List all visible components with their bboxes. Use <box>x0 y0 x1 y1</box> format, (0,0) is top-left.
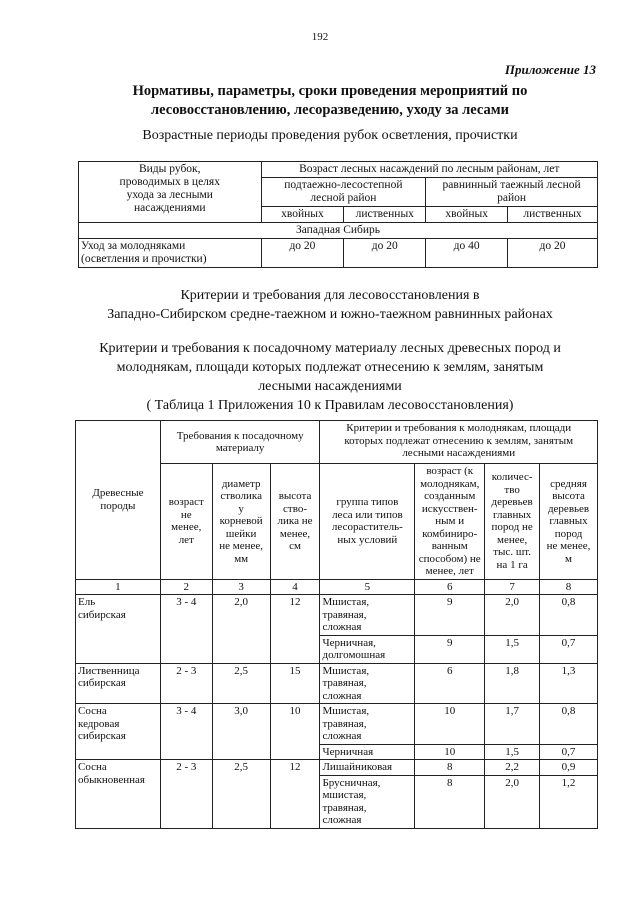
table-body <box>76 595 598 829</box>
header-tree-count <box>485 464 540 580</box>
header-deciduous: лиственных <box>508 207 598 223</box>
forest-type-group <box>320 635 415 663</box>
header-species <box>76 421 161 580</box>
average-height: 0,8 <box>540 704 598 745</box>
cell-line: сложная <box>322 689 362 702</box>
young-stand-age: 10 <box>415 704 485 745</box>
table-row <box>76 663 598 704</box>
tree-count: 2,0 <box>485 595 540 636</box>
seedling-age: 2 - 3 <box>160 760 212 829</box>
table-row <box>76 595 598 636</box>
forest-type-group <box>320 704 415 745</box>
header-forest-type-group <box>320 464 415 580</box>
header-line: молоднякам, <box>420 477 480 490</box>
header-line: группа типов <box>336 496 399 509</box>
header-line: деревьев <box>547 502 590 515</box>
cell-line: обыкновенная <box>78 773 145 786</box>
column-number: 2 <box>160 579 212 595</box>
header-line: возраст <box>168 496 204 509</box>
header-line: не <box>180 508 192 521</box>
appendix-label: Приложение 13 <box>504 62 596 77</box>
average-height: 1,3 <box>540 663 598 704</box>
header-line: ство- <box>283 502 308 515</box>
header-average-height <box>540 464 598 580</box>
header-line: подтаежно-лесостепной <box>284 179 403 191</box>
young-stand-age: 8 <box>415 760 485 776</box>
cell-line: Лишайниковая <box>322 761 393 773</box>
heading-line: Критерии и требования к посадочному материалу лесных древесных пород и <box>99 341 561 356</box>
cell-value: до 20 <box>508 239 598 268</box>
header-line: не менее, <box>546 540 591 552</box>
header-line: ных условий <box>337 533 398 546</box>
header-line: лесными насаждениями <box>402 447 516 459</box>
column-number: 5 <box>320 579 415 595</box>
header-line: Виды рубок, <box>138 163 201 175</box>
header-line: на 1 га <box>496 558 528 571</box>
header-line: породы <box>100 499 136 512</box>
column-number: 4 <box>270 579 320 595</box>
seedling-age: 3 - 4 <box>160 595 212 664</box>
header-line: лет <box>178 533 194 546</box>
header-line: которых подлежат отнесению к землям, занятым <box>344 434 574 447</box>
heading-line: лесными насаждениями <box>258 379 402 394</box>
root-collar-diameter: 2,0 <box>212 595 270 664</box>
table-header <box>76 421 598 595</box>
header-line: проводимых в целях <box>119 176 220 188</box>
section-subtitle: Возрастные периоды проведения рубок осветления, прочистки <box>142 128 518 143</box>
cell-line: травяная, <box>322 608 367 621</box>
header-line: способом) не <box>418 552 481 565</box>
tree-count: 1,5 <box>485 744 540 760</box>
cell-line: (осветления и прочистки) <box>81 253 207 265</box>
header-young-stand-age <box>415 464 485 580</box>
average-height: 0,7 <box>540 635 598 663</box>
cell-line: мшистая, <box>322 789 367 801</box>
cell-line: Брусничная, <box>322 776 381 789</box>
young-stand-age: 9 <box>415 595 485 636</box>
young-stand-age: 9 <box>415 635 485 663</box>
header-line: м <box>565 552 573 565</box>
cell-line: кедровая <box>78 717 120 730</box>
header-line: комбиниро- <box>422 527 478 540</box>
column-number: 1 <box>76 579 161 595</box>
cell-line: Сосна <box>78 761 107 773</box>
header-line: материалу <box>215 442 265 454</box>
cell-line: Сосна <box>78 705 107 717</box>
header-line: ванным <box>431 540 468 552</box>
tree-count: 1,8 <box>485 663 540 704</box>
cell-line: травяная, <box>322 677 367 689</box>
header-line: Требования к посадочному <box>176 429 304 442</box>
cell-line: сибирская <box>78 608 126 621</box>
header-line: Критерии и требования к молоднякам, площади <box>346 422 572 434</box>
header-line: леса или типов <box>332 508 403 521</box>
young-stand-age: 10 <box>415 744 485 760</box>
header-line: см <box>289 540 301 552</box>
header-cutting-kinds <box>79 162 262 223</box>
cell-value: до 20 <box>261 239 344 268</box>
header-deciduous: лиственных <box>344 207 426 223</box>
title-line: Нормативы, параметры, сроки проведения мероприятий по <box>132 83 528 99</box>
cell-line: Мшистая, <box>322 705 370 717</box>
header-line: шейки <box>225 527 257 540</box>
header-line: менее, лет <box>425 565 474 577</box>
header-coniferous: хвойных <box>261 207 344 223</box>
header-line: тыс. шт. <box>493 546 532 559</box>
header-line: менее, <box>497 533 528 546</box>
cell-line: Уход за молодняками <box>81 240 186 252</box>
stem-height: 12 <box>270 595 320 664</box>
header-line: насаждениями <box>133 202 206 214</box>
cell-line: Ель <box>78 596 96 608</box>
heading-line: молоднякам, площади которых подлежат отнесению к землям, занятым <box>116 360 544 375</box>
header-line: район <box>497 192 527 204</box>
average-height: 0,9 <box>540 760 598 776</box>
header-line: ным и <box>435 515 465 527</box>
header-line: количес- <box>491 471 533 484</box>
document-title <box>60 82 600 120</box>
tree-count: 2,2 <box>485 760 540 776</box>
header-coniferous: хвойных <box>426 207 508 223</box>
header-planting-requirements <box>160 421 320 464</box>
tree-count: 1,5 <box>485 635 540 663</box>
header-line: созданным <box>424 490 476 502</box>
cell-line: сложная <box>322 621 362 633</box>
forest-type-group <box>320 775 415 828</box>
column-number-row <box>76 579 598 595</box>
average-height: 0,7 <box>540 744 598 760</box>
tree-count: 2,0 <box>485 775 540 828</box>
cell-line: долгомошная <box>322 649 386 661</box>
heading-line: ( Таблица 1 Приложения 10 к Правилам лесовосстановления) <box>146 398 514 413</box>
planting-criteria-heading <box>40 339 620 415</box>
forest-type-group <box>320 663 415 704</box>
header-line: возраст (к <box>426 465 474 477</box>
column-number: 8 <box>540 579 598 595</box>
column-number: 7 <box>485 579 540 595</box>
cell-line: травяная, <box>322 717 367 730</box>
seedling-age: 3 - 4 <box>160 704 212 760</box>
title-line: лесовосстановлению, лесоразведению, уходу за лесами <box>151 102 509 118</box>
header-line: стволика <box>220 490 262 502</box>
header-line: искусствен- <box>421 502 478 515</box>
cell-line: Лиственница <box>78 664 140 677</box>
age-periods-table <box>78 161 598 268</box>
cell-value: до 20 <box>344 239 426 268</box>
cell-line: Мшистая, <box>322 664 370 677</box>
header-line: не менее, <box>219 540 264 552</box>
header-line: высота <box>278 490 312 502</box>
header-line: корневой <box>219 515 263 527</box>
header-line: главных <box>549 515 588 527</box>
header-line: главных <box>492 508 532 521</box>
stem-height: 15 <box>270 663 320 704</box>
header-line: лесной район <box>310 192 377 204</box>
forest-type-group <box>320 744 415 760</box>
species-name <box>76 663 161 704</box>
header-line: деревьев <box>491 496 533 509</box>
header-line: ухода за лесными <box>126 189 213 201</box>
header-line: лесораститель- <box>331 521 403 534</box>
tree-count: 1,7 <box>485 704 540 745</box>
planting-criteria-table <box>75 420 598 829</box>
seedling-age: 2 - 3 <box>160 663 212 704</box>
header-line: диаметр <box>221 477 261 490</box>
root-collar-diameter: 2,5 <box>212 760 270 829</box>
header-line: высота <box>552 490 585 502</box>
header-region-taiga <box>426 178 598 207</box>
header-line: мм <box>234 552 249 565</box>
stem-height: 10 <box>270 704 320 760</box>
species-name <box>76 595 161 664</box>
cell-line: сибирская <box>78 677 126 689</box>
cell-line: сложная <box>322 814 362 826</box>
cell-line: сибирская <box>78 730 126 742</box>
average-height: 0,8 <box>540 595 598 636</box>
header-stem-height <box>270 464 320 580</box>
header-line: равнинный таежный лесной <box>442 179 581 191</box>
header-line: менее, <box>171 521 202 534</box>
root-collar-diameter: 2,5 <box>212 663 270 704</box>
table-row <box>76 704 598 745</box>
young-stand-age: 6 <box>415 663 485 704</box>
stem-height: 12 <box>270 760 320 829</box>
heading-line: Критерии и требования для лесовосстановления в <box>180 288 480 303</box>
cell-line: Мшистая, <box>322 596 370 608</box>
header-line: средняя <box>550 477 587 490</box>
header-line: у <box>238 502 244 515</box>
header-line: менее, <box>279 527 311 540</box>
forest-type-group <box>320 760 415 776</box>
forest-type-group <box>320 595 415 636</box>
section-row-west-siberia: Западная Сибирь <box>79 223 598 239</box>
heading-line: Западно-Сибирском средне-таежном и южно-таежном равнинных районах <box>107 307 553 322</box>
species-name <box>76 704 161 760</box>
column-number: 6 <box>415 579 485 595</box>
header-young-stand-criteria <box>320 421 598 464</box>
header-line: пород <box>554 527 583 540</box>
cell-value: до 40 <box>426 239 508 268</box>
cell-line: травяная, <box>322 801 367 814</box>
species-name <box>76 760 161 829</box>
header-root-collar-diameter <box>212 464 270 580</box>
cell-line: Черничная <box>322 745 374 758</box>
average-height: 1,2 <box>540 775 598 828</box>
column-number: 3 <box>212 579 270 595</box>
table-row <box>76 760 598 776</box>
cell-line: сложная <box>322 730 362 742</box>
header-line: Древесные <box>92 487 144 500</box>
root-collar-diameter: 3,0 <box>212 704 270 760</box>
cell-line: Черничная, <box>322 636 376 649</box>
row-name-young-care <box>79 239 262 268</box>
header-seedling-age <box>160 464 212 580</box>
header-line: тво <box>504 483 520 496</box>
criteria-heading <box>40 286 620 324</box>
header-region-subtaiga <box>261 178 426 207</box>
page-number: 192 <box>311 31 329 43</box>
young-stand-age: 8 <box>415 775 485 828</box>
header-forest-age: Возраст лесных насаждений по лесным районам, лет <box>261 162 597 178</box>
header-line: пород не <box>491 521 533 534</box>
header-line: лика не <box>277 515 313 527</box>
